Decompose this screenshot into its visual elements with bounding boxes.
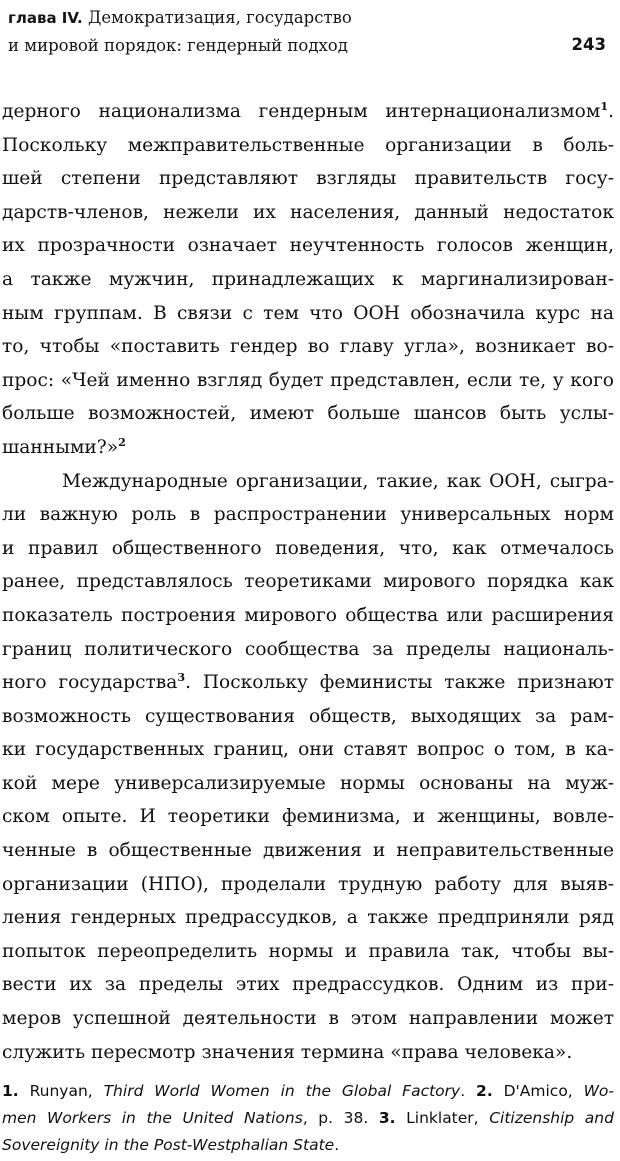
- footnote-work-part2: Sovereignity in the Post-Westphalian State: [2, 1136, 335, 1154]
- text-line: ранее, представлялось теоретиками мирового порядка как: [2, 571, 614, 593]
- footnote-line-2: men Workers in the United Nations, p. 38. 3. Linklater, Citizenship and: [2, 1109, 614, 1127]
- text-line: дарств-членов, нежели их населения, данный недостаток: [2, 201, 614, 223]
- text-line: ного государства$^3$. Поскольку феминисты также признают: [2, 670, 614, 694]
- text-line: а также мужчин, принадлежащих к маргинализирован-: [2, 268, 614, 290]
- text-line: служить пересмотр значения термина «права человека».: [2, 1041, 573, 1063]
- footnote-number: 2.: [476, 1082, 493, 1100]
- text-line: больше возможностей, имеют больше шансов быть услы-: [2, 403, 614, 425]
- text-line: кой мере универсализируемые нормы основаны на муж-: [2, 772, 614, 794]
- text-line: ным группам. В связи с тем что ООН обозначила курс на: [2, 302, 614, 324]
- text-line: прос: «Чей именно взгляд будет представлен, если те, у кого: [2, 369, 614, 391]
- footnote-number: 1.: [2, 1082, 19, 1100]
- text-line: попыток переопределить нормы и правила так, чтобы вы-: [2, 940, 614, 962]
- footnote-author: Runyan,: [29, 1082, 93, 1100]
- footnote-ref: 2: [118, 435, 126, 449]
- text-line: Международные организации, такие, как ООН, сыгра-: [62, 470, 614, 492]
- footnote-ref: 3: [177, 670, 186, 684]
- body-text: [2, 95, 614, 1069]
- text-line: показатель построения мирового общества или расширения: [2, 604, 614, 626]
- footnote-author: Linklater,: [406, 1109, 479, 1127]
- text-line: Поскольку межправительственные организации в боль-: [2, 134, 614, 156]
- footnotes: [2, 1078, 614, 1159]
- footnote-work-part1: Citizenship and: [489, 1109, 614, 1127]
- text-line: ки государственных границ, они ставят вопрос о том, в ка-: [2, 739, 614, 761]
- text-line: дерного национализма гендерным интернационализмом$^1$.: [2, 99, 614, 122]
- chapter-label: глава IV.: [8, 9, 83, 27]
- footnote-ref: 1: [600, 99, 609, 113]
- text-line: ченные в общественные движения и неправительственные: [2, 840, 614, 862]
- text-line: шанными?»$^2$: [2, 435, 126, 458]
- running-header: [8, 4, 606, 59]
- footnote-work-part2: men Workers in the United Nations: [2, 1109, 303, 1127]
- footnote-line-3: Sovereignity in the Post-Westphalian State.: [2, 1136, 340, 1154]
- header-line-1: [8, 4, 606, 32]
- text-line: меров успешной деятельности в этом направлении может: [2, 1008, 614, 1030]
- footnote-work: Third World Women in the Global Factory: [103, 1082, 461, 1100]
- text-line: то, чтобы «поставить гендер во главу угла», возникает во-: [2, 336, 614, 358]
- text-line: шей степени представляют взгляды правительств госу-: [2, 168, 614, 190]
- text-line: ли важную роль в распространении универсальных норм: [2, 504, 614, 526]
- text-line: их прозрачности означает неучтенность голосов женщин,: [2, 235, 614, 257]
- header-title-line2: и мировой порядок: гендерный подход: [8, 36, 348, 55]
- text-line: возможность существования обществ, выходящих за рам-: [2, 705, 614, 727]
- footnote-line-1: 1. Runyan, Third World Women in the Global Factory. 2. D'Amico, Wo-: [2, 1082, 615, 1100]
- footnote-author: D'Amico,: [503, 1082, 573, 1100]
- page-number: 243: [571, 35, 606, 54]
- text-line: и правил общественного поведения, что, как отмечалось: [2, 537, 614, 559]
- text-line: ления гендерных предрассудков, а также предприняли ряд: [2, 907, 614, 929]
- text-line: ском опыте. И теоретики феминизма, и женщины, вовле-: [2, 806, 614, 828]
- header-title-line1: Демократизация, государство: [88, 8, 352, 27]
- text-line: вести их за пределы этих предрассудков. Одним из при-: [2, 974, 614, 996]
- text-line: границ политического сообщества за пределы националь-: [2, 638, 614, 660]
- footnote-number: 3.: [378, 1109, 396, 1127]
- text-line: организации (НПО), проделали трудную работу для выяв-: [2, 873, 614, 895]
